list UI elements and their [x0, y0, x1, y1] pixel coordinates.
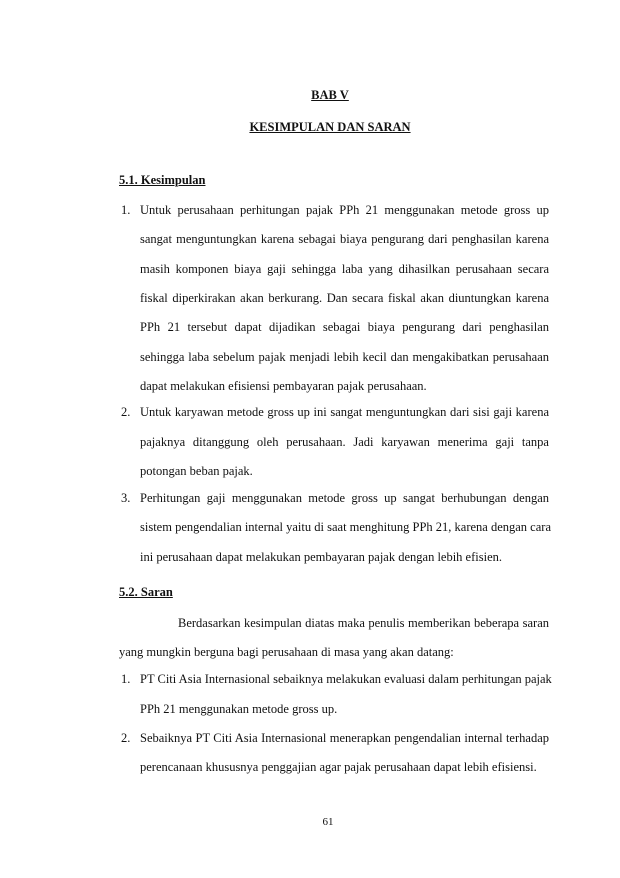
- paragraph-line: PPh 21 tersebut dapat dijadikan sebagai biaya pengurang dari penghasilan: [140, 320, 549, 334]
- paragraph-line: dapat melakukan efisiensi pembayaran pajak perusahaan.: [140, 379, 427, 393]
- paragraph-line: PT Citi Asia Internasional sebaiknya melakukan evaluasi dalam perhitungan pajak: [140, 672, 552, 686]
- paragraph-line: Untuk perusahaan perhitungan pajak PPh 21 menggunakan metode gross up: [140, 203, 549, 217]
- chapter-title: KESIMPULAN DAN SARAN: [249, 120, 411, 134]
- section-heading-kesimpulan: 5.1. Kesimpulan: [119, 173, 206, 187]
- list-number: 1.: [121, 672, 131, 686]
- paragraph-line: potongan beban pajak.: [140, 464, 253, 478]
- paragraph-line: yang mungkin berguna bagi perusahaan di masa yang akan datang:: [119, 645, 454, 659]
- paragraph-line: perencanaan khususnya penggajian agar pajak perusahaan dapat lebih efisiensi.: [140, 760, 537, 774]
- paragraph-line: Perhitungan gaji menggunakan metode gross up sangat berhubungan dengan: [140, 491, 549, 505]
- paragraph-line: Berdasarkan kesimpulan diatas maka penulis memberikan beberapa saran: [178, 616, 549, 630]
- list-number: 3.: [121, 491, 131, 505]
- paragraph-line: PPh 21 menggunakan metode gross up.: [140, 702, 338, 716]
- paragraph-line: fiskal diperkirakan akan berkurang. Dan secara fiskal akan diuntungkan karena: [140, 291, 549, 305]
- list-number: 2.: [121, 405, 131, 419]
- paragraph-line: sehingga laba sebelum pajak menjadi lebih kecil dan mengakibatkan perusahaan: [140, 350, 549, 364]
- paragraph-line: sangat menguntungkan karena sebagai biaya pengurang dari penghasilan karena: [140, 232, 549, 246]
- page-number: 61: [322, 816, 334, 828]
- list-number: 1.: [121, 203, 131, 217]
- paragraph-line: Untuk karyawan metode gross up ini sangat menguntungkan dari sisi gaji karena: [140, 405, 549, 419]
- paragraph-line: Sebaiknya PT Citi Asia Internasional menerapkan pengendalian internal terhadap: [140, 731, 549, 745]
- paragraph-line: sistem pengendalian internal yaitu di saat menghitung PPh 21, karena dengan cara: [140, 520, 551, 534]
- paragraph-line: pajaknya ditanggung oleh perusahaan. Jadi karyawan menerima gaji tanpa: [140, 435, 549, 449]
- list-number: 2.: [121, 731, 131, 745]
- chapter-label: BAB V: [311, 88, 349, 102]
- section-heading-saran: 5.2. Saran: [119, 585, 173, 599]
- paragraph-line: masih komponen biaya gaji sehingga laba yang dihasilkan perusahaan secara: [140, 262, 549, 276]
- paragraph-line: ini perusahaan dapat melakukan pembayaran pajak dengan lebih efisien.: [140, 550, 503, 564]
